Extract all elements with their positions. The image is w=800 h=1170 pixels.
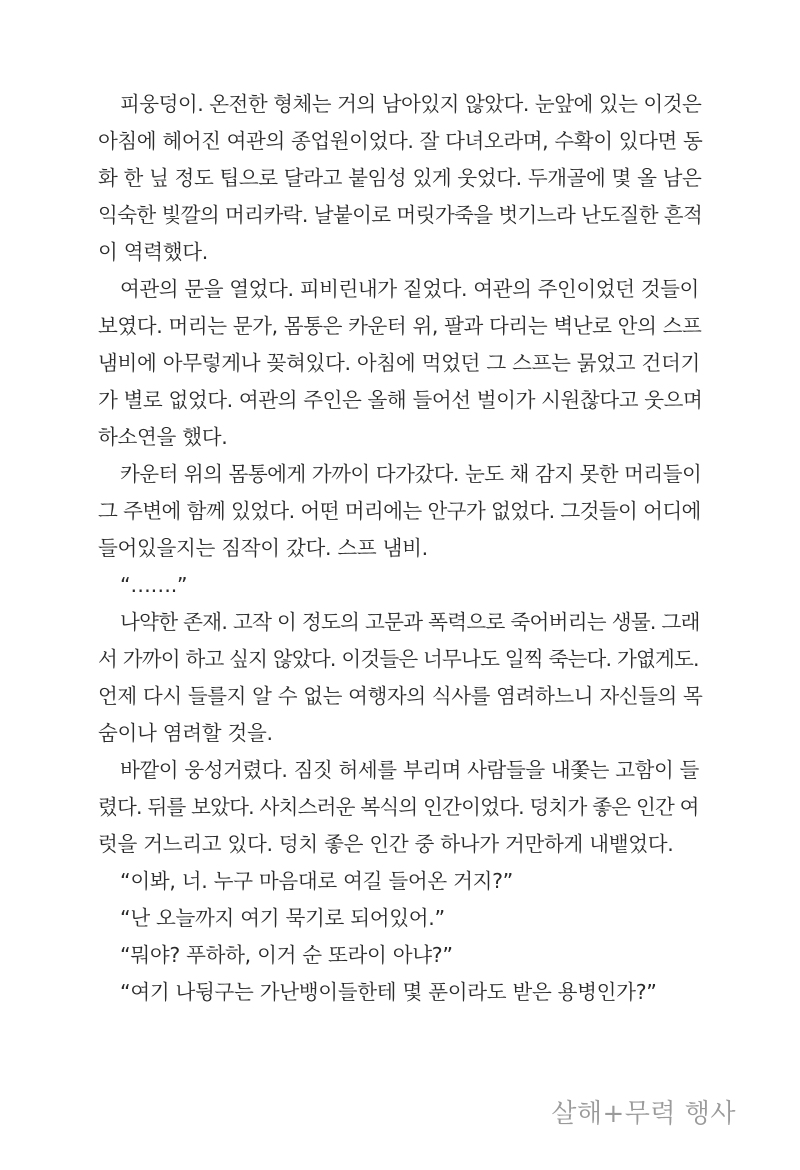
text-line: 서 가까이 하고 싶지 않았다. 이것들은 너무나도 일찍 죽는다. 가엾게도. xyxy=(98,647,699,671)
text-line: 여관의 문을 열었다. 피비린내가 짙었다. 여관의 주인이었던 것들이 xyxy=(120,277,699,301)
text-line: 나약한 존재. 고작 이 정도의 고문과 폭력으로 죽어버리는 생물. 그래 xyxy=(120,610,700,634)
text-line: “여기 나뒹구는 가난뱅이들한테 몇 푼이라도 받은 용병인가?” xyxy=(120,980,657,1004)
text-line: “난 오늘까지 여기 묵기로 되어있어.” xyxy=(120,906,445,930)
text-line: 가 별로 없었다. 여관의 주인은 올해 들어선 벌이가 시원찮다고 웃으며 xyxy=(98,388,703,412)
footer-title: 살해+무력 행사 xyxy=(551,1099,736,1129)
text-line: 카운터 위의 몸통에게 가까이 다가갔다. 눈도 채 감지 못한 머리들이 xyxy=(120,462,702,486)
text-line: 익숙한 빛깔의 머리카락. 날붙이로 머릿가죽을 벗기느라 난도질한 흔적 xyxy=(98,203,703,227)
text-line: 그 주변에 함께 있었다. 어떤 머리에는 안구가 없었다. 그것들이 어디에 xyxy=(98,499,701,523)
text-line: 피웅덩이. 온전한 형체는 거의 남아있지 않았다. 눈앞에 있는 이것은 xyxy=(120,92,702,116)
text-line: 바깥이 웅성거렸다. 짐짓 허세를 부리며 사람들을 내쫓는 고함이 들 xyxy=(120,758,699,782)
text-line: 언제 다시 들를지 알 수 없는 여행자의 식사를 염려하느니 자신들의 목 xyxy=(98,684,703,708)
text-line: “뭐야? 푸하하, 이거 순 또라이 아냐?” xyxy=(120,943,453,967)
text-line: 이 역력했다. xyxy=(98,240,208,264)
text-line: 아침에 헤어진 여관의 종업원이었다. 잘 다녀오라며, 수확이 있다면 동 xyxy=(98,129,703,153)
text-line: 숨이나 염려할 것을. xyxy=(98,721,273,745)
text-line: “…….” xyxy=(120,573,188,597)
text-line: 럿을 거느리고 있다. 덩치 좋은 인간 중 하나가 거만하게 내뱉었다. xyxy=(98,832,674,856)
body-text xyxy=(98,86,702,1011)
text-line: 화 한 닢 정도 팁으로 달라고 붙임성 있게 웃었다. 두개골에 몇 올 남은 xyxy=(98,166,702,190)
text-line: 렸다. 뒤를 보았다. 사치스러운 복식의 인간이었다. 덩치가 좋은 인간 여 xyxy=(98,795,699,819)
text-line: 냄비에 아무렇게나 꽂혀있다. 아침에 먹었던 그 스프는 묽었고 건더기 xyxy=(98,351,701,375)
text-line: “이봐, 너. 누구 마음대로 여길 들어온 거지?” xyxy=(120,869,513,893)
text-line: 들어있을지는 짐작이 갔다. 스프 냄비. xyxy=(98,536,428,560)
text-line: 보였다. 머리는 문가, 몸통은 카운터 위, 팔과 다리는 벽난로 안의 스프 xyxy=(98,314,702,338)
text-line: 하소연을 했다. xyxy=(98,425,228,449)
